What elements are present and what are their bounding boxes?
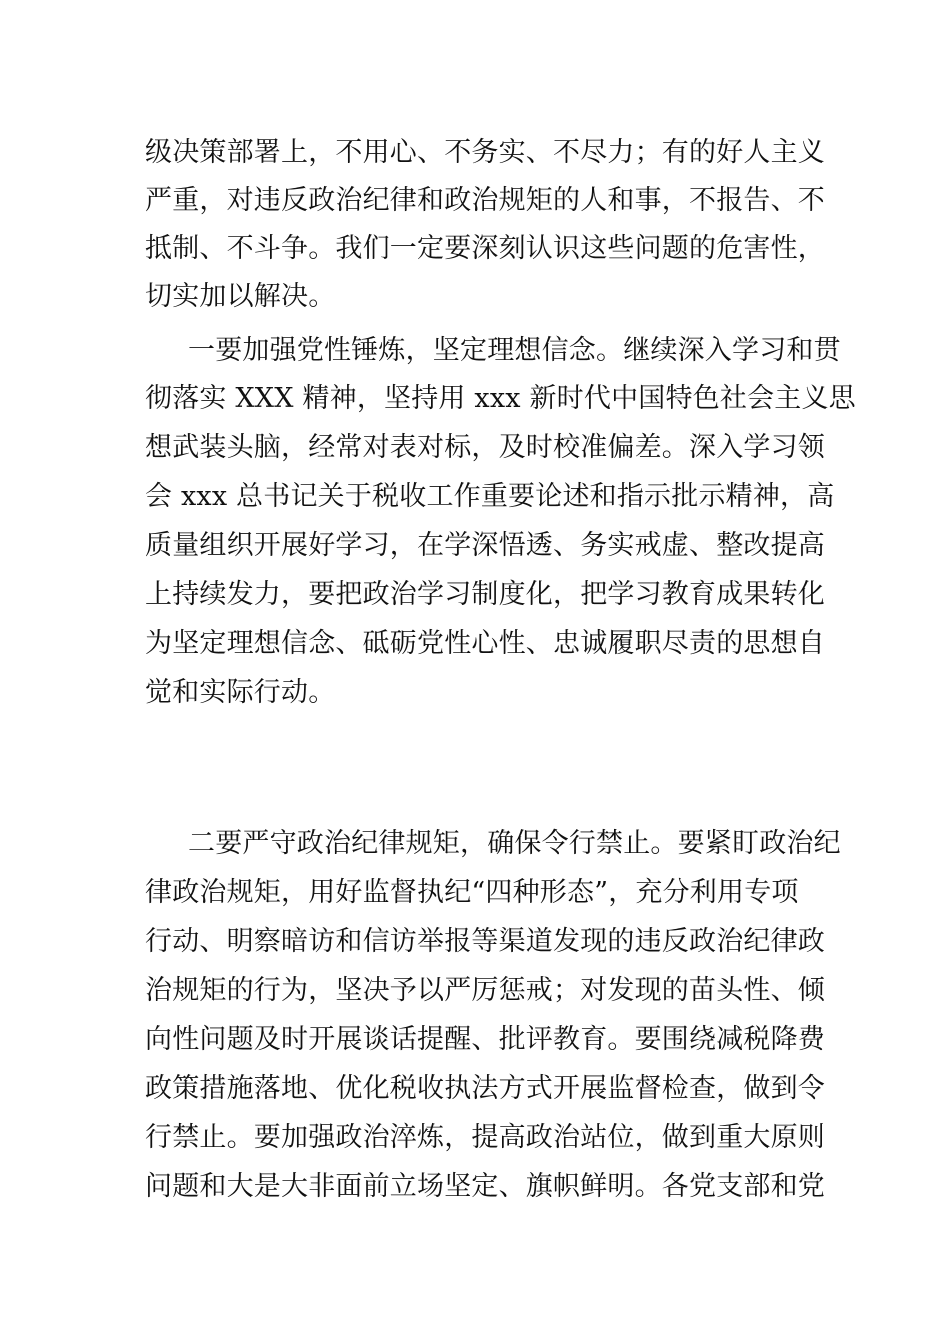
paragraph-1-line: 抵制、不斗争。我们一定要深刻认识这些问题的危害性，	[145, 233, 825, 264]
paragraph-2-line: 想武装头脑，经常对表对标，及时校准偏差。深入学习领	[145, 432, 825, 463]
paragraph-2-line: 上持续发力，要把政治学习制度化，把学习教育成果转化	[145, 579, 825, 610]
paragraph-2-line: 觉和实际行动。	[145, 677, 336, 708]
paragraph-3-line: 行禁止。要加强政治淬炼，提高政治站位，做到重大原则	[145, 1122, 825, 1153]
paragraph-1-line: 切实加以解决。	[145, 281, 336, 312]
paragraph-1-line: 级决策部署上，不用心、不务实、不尽力；有的好人主义	[145, 137, 825, 168]
paragraph-3-line: 问题和大是大非面前立场坚定、旗帜鲜明。各党支部和党	[145, 1171, 825, 1202]
paragraph-2-line: 会 xxx 总书记关于税收工作重要论述和指示批示精神，高	[145, 481, 835, 512]
paragraph-2-line: 为坚定理想信念、砥砺党性心性、忠诚履职尽责的思想自	[145, 628, 825, 659]
paragraph-1-line: 严重，对违反政治纪律和政治规矩的人和事，不报告、不	[145, 185, 825, 216]
paragraph-3-line: 政策措施落地、优化税收执法方式开展监督检查，做到令	[145, 1073, 825, 1104]
paragraph-2-line: 质量组织开展好学习，在学深悟透、务实戒虚、整改提高	[145, 530, 825, 561]
paragraph-3-line: 行动、明察暗访和信访举报等渠道发现的违反政治纪律政	[145, 926, 825, 957]
paragraph-3-line: 向性问题及时开展谈话提醒、批评教育。要围绕减税降费	[145, 1024, 825, 1055]
paragraph-3-line: 二要严守政治纪律规矩，确保令行禁止。要紧盯政治纪	[188, 828, 841, 859]
paragraph-2-line: 彻落实 XXX 精神，坚持用 xxx 新时代中国特色社会主义思	[145, 383, 856, 414]
paragraph-2-line: 一要加强党性锤炼，坚定理想信念。继续深入学习和贯	[188, 335, 841, 366]
paragraph-3-line: 律政治规矩，用好监督执纪“四种形态”，充分利用专项	[145, 877, 799, 908]
paragraph-3-line: 治规矩的行为，坚决予以严厉惩戒；对发现的苗头性、倾	[145, 975, 825, 1006]
